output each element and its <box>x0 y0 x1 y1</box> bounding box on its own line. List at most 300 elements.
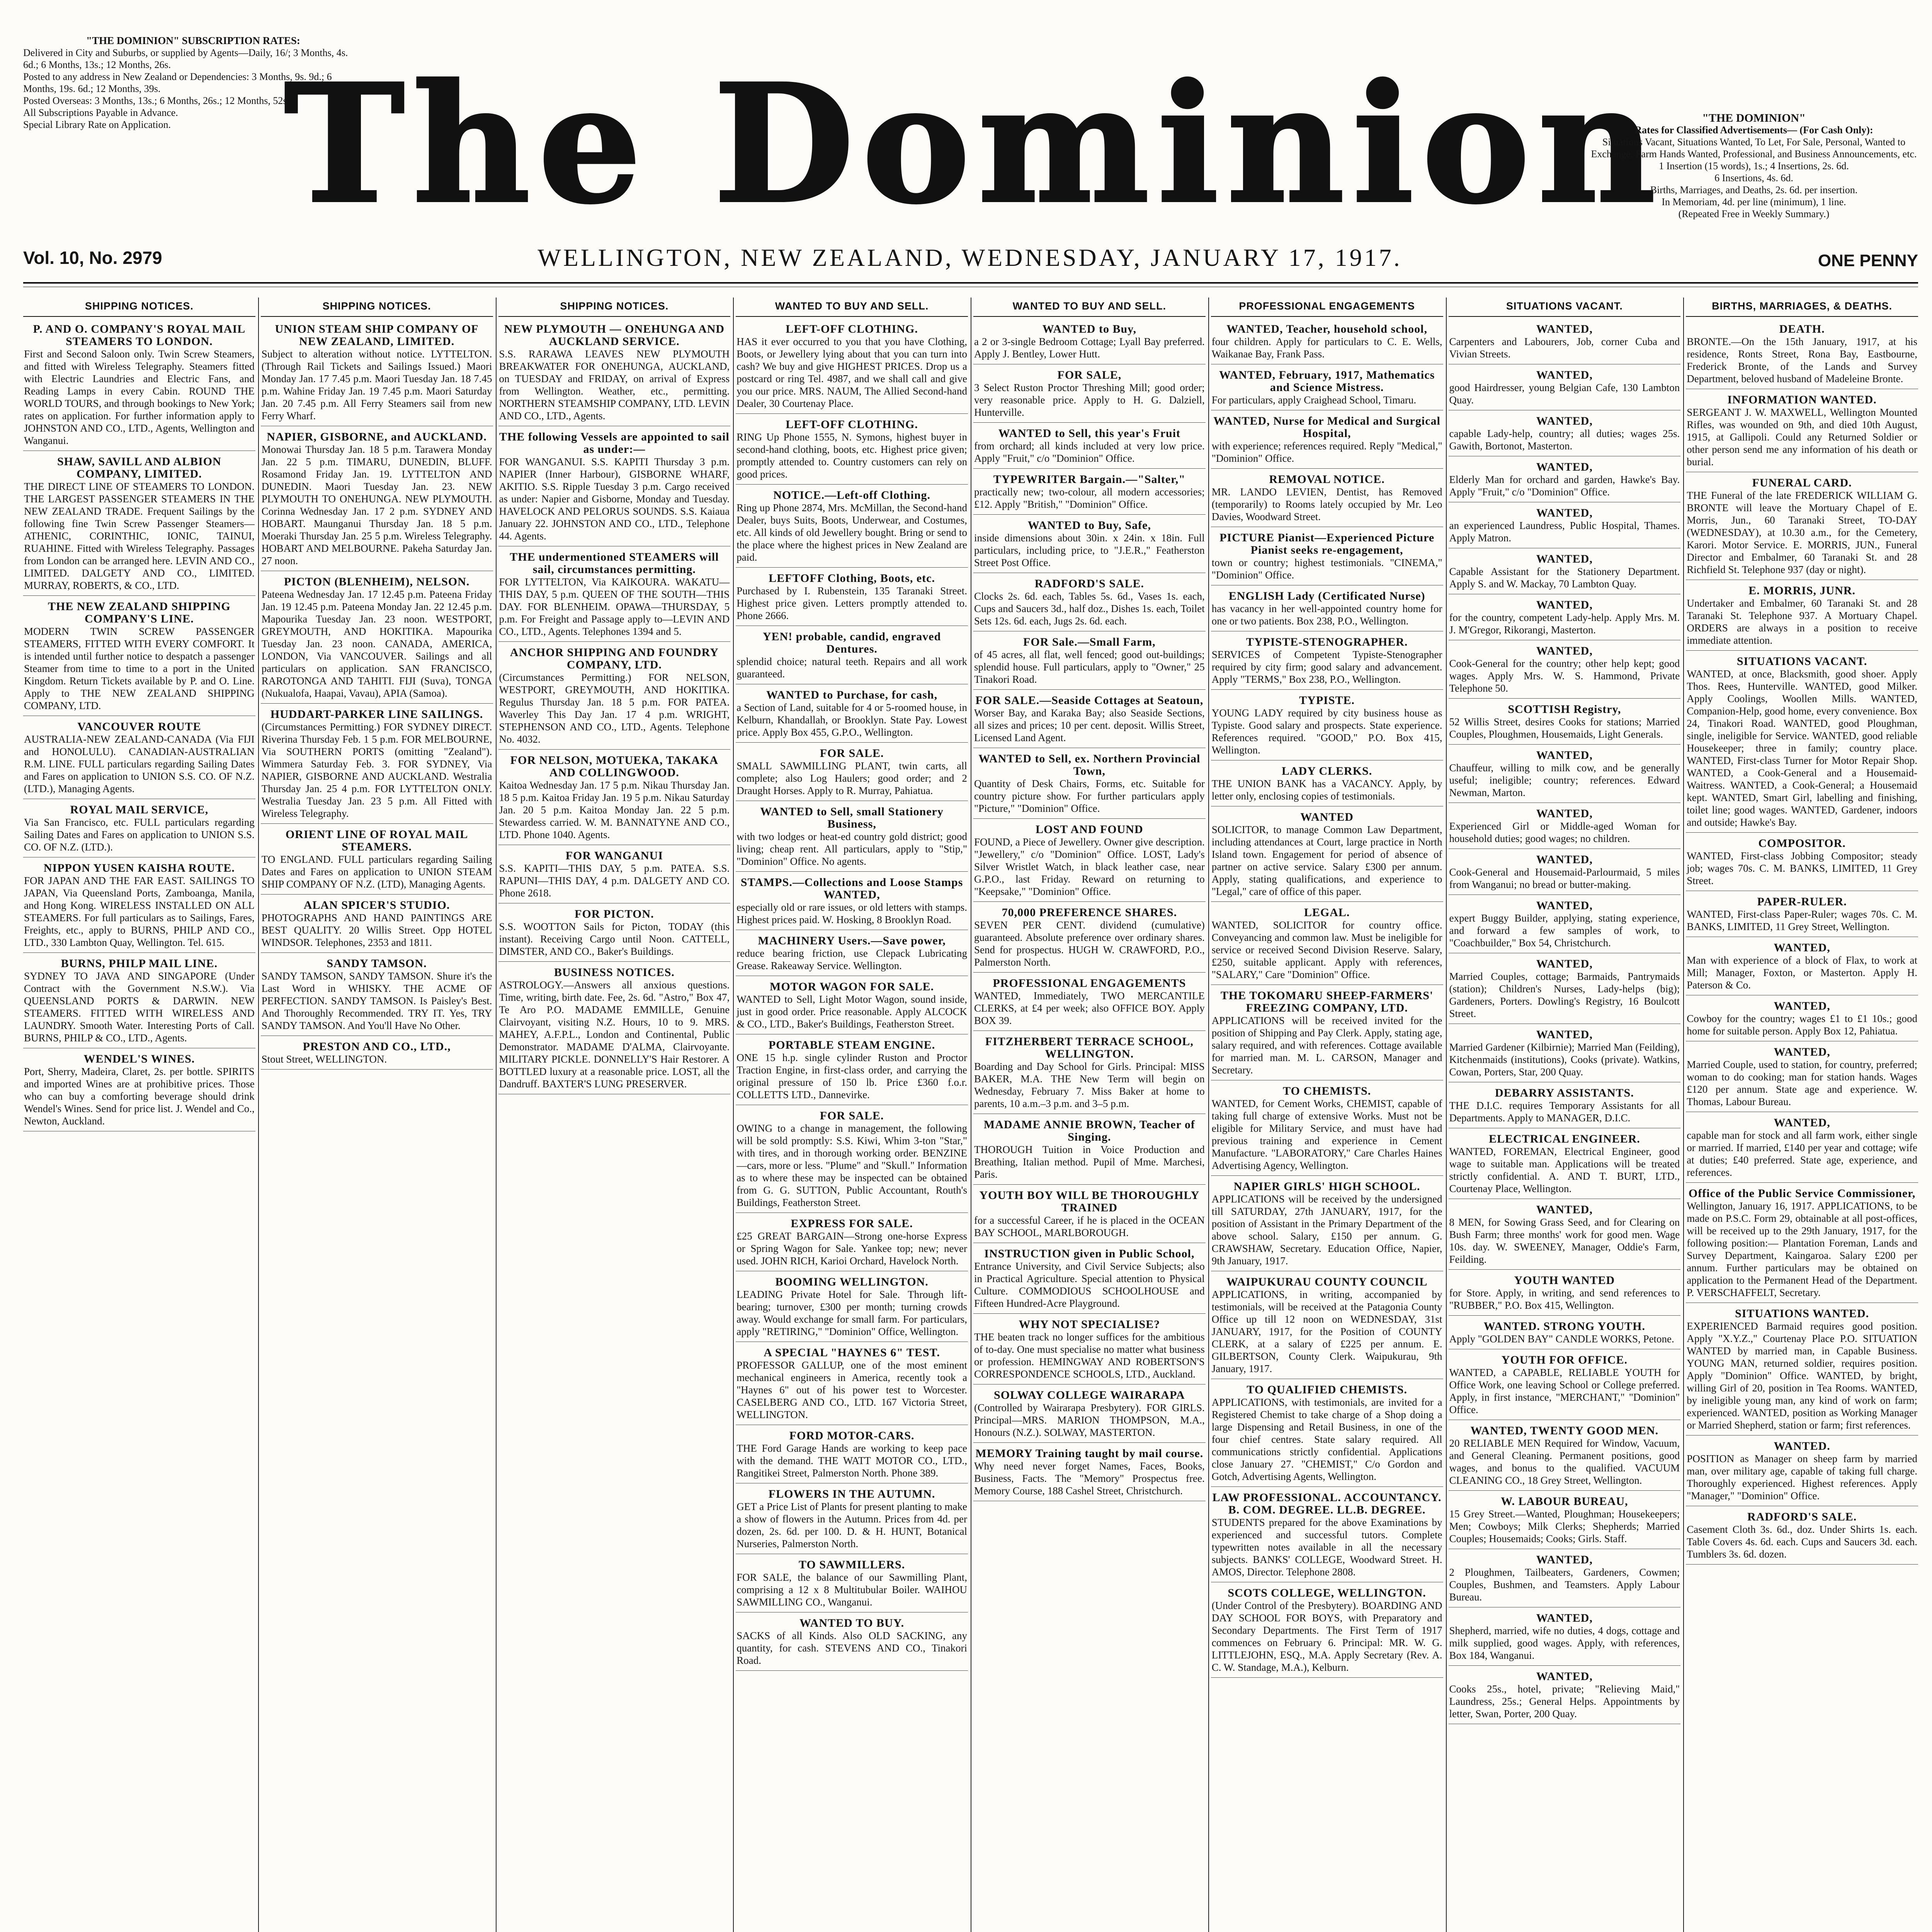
advertisement-body: Married Couples, cottage; Barmaids, Pantrymaids (station); Children's Nurses, Lady-helps (big); Gardeners, Porters. Dowling's Registry, 16 Boulcott Street. <box>1449 971 1680 1019</box>
advertisement-title: TYPISTE-STENOGRAPHER. <box>1246 636 1408 648</box>
advertisement-title: PAPER-RULER. <box>1757 895 1847 908</box>
advertisement-title: WANTED, TWENTY GOOD MEN. <box>1470 1424 1659 1437</box>
advertisement-body: a 2 or 3-single Bedroom Cottage; Lyall Bay preferred. Apply J. Bentley, Lower Hutt. <box>974 336 1205 360</box>
advertisement <box>1449 1272 1681 1316</box>
advertisement <box>736 978 968 1034</box>
volume-number: Vol. 10, No. 2979 <box>23 248 162 268</box>
advertisement-body: 52 Willis Street, desires Cooks for stations; Married Couples, Ploughmen, Housemaids, Light Generals. <box>1449 716 1680 740</box>
advertisement-body: TO ENGLAND. FULL particulars regarding Sailing Dates and Fares on application to UNION STEAM SHIP COMPANY OF N.Z. (LTD), Managing Agents. <box>261 854 492 890</box>
advertisement <box>973 575 1206 631</box>
ad-rates-heading: "THE DOMINION" <box>1702 112 1806 124</box>
advertisement-body: Carpenters and Labourers, Job, corner Cuba and Vivian Streets. <box>1449 336 1680 360</box>
advertisement <box>736 416 968 485</box>
advertisement <box>736 803 968 872</box>
advertisement <box>973 634 1206 690</box>
advertisement <box>973 1245 1206 1314</box>
advertisement-body: town or country; highest testimonials. "CINEMA," "Dominion" Office. <box>1211 557 1442 581</box>
advertisement <box>1211 1489 1443 1582</box>
advertisement-body: £25 GREAT BARGAIN—Strong one-horse Express or Spring Wagon for Sale. Yankee top; new; never used. JOHN RICH, Karioi Orchard, Havelock North. <box>736 1230 967 1267</box>
column-rule <box>1683 298 1684 1932</box>
advertisement-body: YOUNG LADY required by city business house as Typiste. Good salary and prospects. State experience. References required. "GOOD," P.O. Box 415, Wellington. <box>1211 707 1442 756</box>
column <box>1686 298 1918 1932</box>
advertisement-body: WANTED, FOREMAN, Electrical Engineer, good wage to suitable man. Applications will be treated strictly confidential. A. AND T. BURT, LTD., Courtenay Place, Wellington. <box>1449 1146 1680 1194</box>
advertisement <box>261 573 493 704</box>
advertisement-title: FITZHERBERT TERRACE SCHOOL, WELLINGTON. <box>985 1035 1194 1060</box>
advertisement-body: of 45 acres, all flat, well fenced; good out-buildings; splendid house. Full particulars, apply to "Owner," 25 Tinakori Road. <box>974 649 1205 685</box>
newspaper-title <box>284 39 1664 240</box>
advertisement <box>1211 321 1443 364</box>
advertisement-body: Experienced Girl or Middle-aged Woman for household duties; good wages; no children. <box>1449 820 1680 844</box>
advertisement <box>736 687 968 743</box>
advertisement-title: WANTED, <box>1536 957 1593 970</box>
advertisement-title: FLOWERS IN THE AUTUMN. <box>768 1488 935 1500</box>
advertisement <box>1211 1178 1443 1271</box>
advertisement-title: WANTED, <box>1536 853 1593 866</box>
advertisement-title: THE undermentioned STEAMERS will sail, circumstances permitting. <box>510 551 719 576</box>
advertisement-title: WANTED, <box>1536 461 1593 473</box>
ad-rates-box <box>1590 112 1918 220</box>
advertisement-body: APPLICATIONS will be received invited for the position of Shipping and Pay Clerk. Apply, stating age, salary required, and with references. Cottage available for married man. M. L. CARSON, Manager and Secretary. <box>1211 1015 1442 1076</box>
advertisement-title: MEMORY Training taught by mail course. <box>975 1447 1204 1460</box>
advertisement-body: SERGEANT J. W. MAXWELL, Wellington Mounted Rifles, was wounded on 9th, and died 10th August, 1915, at Gallipoli. Could any Returned Soldier or other person send me any information of his death or burial. <box>1687 406 1917 468</box>
advertisement-body: APPLICATIONS, with testimonials, are invited for a Registered Chemist to take charge of a Shop doing a large Dispensing and Retail Business, in one of the four chief centres. State salary required. All communications strictly confidential. Applications close January 27. "CHEMIST," C/o Gordon and Gotch, Advertising Agents, Wellington. <box>1211 1396 1442 1482</box>
masthead <box>23 15 1918 294</box>
advertisement <box>1686 893 1918 937</box>
advertisement <box>1449 1201 1681 1270</box>
advertisement-body: Man with experience of a block of Flax, to work at Mill; Manager, Foxton, or Masterton. Apply H. Paterson & Co. <box>1687 954 1917 991</box>
advertisement-body: with two lodges or heat-ed country gold district; good living; cheap rent. All particulars, apply to "Stip," "Dominion" Office. No agents. <box>736 831 967 867</box>
advertisement-title: DEBARRY ASSISTANTS. <box>1495 1087 1634 1099</box>
advertisement-title: EXPRESS FOR SALE. <box>791 1217 913 1230</box>
advertisement-body: WANTED, for Cement Works, CHEMIST, capable of taking full charge of extensive Works. Must not be eligible for Military Service, and must have had previous training and experience in Cement Manufacture. "LABORATORY," Care Charles Haines Advertising Agency, Wellington. <box>1211 1098 1442 1171</box>
advertisement-title: INFORMATION WANTED. <box>1727 393 1877 406</box>
advertisement-title: WANTED TO BUY. <box>799 1617 905 1629</box>
advertisement-body: Apply "GOLDEN BAY" CANDLE WORKS, Petone. <box>1449 1333 1674 1345</box>
advertisement-body: PROFESSOR GALLUP, one of the most eminent mechanical engineers in America, recently took a "Haynes 6" out of his power test to Worcester. CASELBERG AND CO., LTD. 167 Victoria Street, WELLINGTON. <box>736 1359 967 1420</box>
advertisement-body: WANTED, a CAPABLE, RELIABLE YOUTH for Office Work, one leaving School or College preferred. Apply, in first instance, "MERCHANT," "Dominion" Office. <box>1449 1367 1680 1415</box>
masthead-rule <box>23 282 1918 284</box>
ad-rates-line: Situations Vacant, Situations Wanted, To Let, For Sale, Personal, Wanted to Exchange, Farm Hands Wanted, Professional, and Business Announcements, etc. <box>1591 136 1917 160</box>
advertisement <box>23 955 255 1048</box>
advertisement-title: WANTED to Sell, small Stationery Business, <box>760 805 944 830</box>
title-text: The Dominion <box>284 49 1664 240</box>
advertisement <box>1211 529 1443 585</box>
advertisement-body: THOROUGH Tuition in Voice Production and Breathing, Italian method. Pupil of Mme. Marchesi, Paris. <box>974 1144 1205 1180</box>
advertisement <box>498 906 731 962</box>
advertisement-body: good Hairdresser, young Belgian Cafe, 130 Lambton Quay. <box>1449 382 1680 406</box>
advertisement-body: FOR LYTTELTON, Via KAIKOURA. WAKATU—THIS DAY, 5 p.m. QUEEN OF THE SOUTH—THIS DAY. FOR BLENHEIM. OPAWA—THURSDAY, 5 p.m. For Freight and Passage apply to—LEVIN AND CO., LTD., Agents. Telephones 1394 and 5. <box>499 576 730 637</box>
advertisement <box>736 932 968 976</box>
advertisement-title: COMPOSITOR. <box>1758 837 1846 850</box>
advertisement <box>1449 1352 1681 1420</box>
advertisement <box>1686 939 1918 995</box>
advertisement <box>23 801 255 857</box>
subscription-line: Delivered in City and Suburbs, or supplied by Agents—Daily, 16/; 3 Months, 4s. 6d.; 6 Months, 13s.; 12 Months, 26s. <box>23 47 348 70</box>
advertisement-title: YOUTH BOY WILL BE THOROUGHLY TRAINED <box>979 1189 1200 1214</box>
advertisement-title: ELECTRICAL ENGINEER. <box>1488 1133 1640 1145</box>
advertisement-title: WANTED, February, 1917, Mathematics and Science Mistress. <box>1219 369 1435 394</box>
advertisement <box>498 964 731 1094</box>
advertisement-title: WANTED, <box>1536 599 1593 611</box>
column <box>973 298 1206 1932</box>
advertisement-body: for a successful Career, if he is placed in the OCEAN BAY SCHOOL, MARLBOROUGH. <box>974 1214 1205 1238</box>
advertisement-title: LADY CLERKS. <box>1281 765 1372 777</box>
advertisement-body: Clocks 2s. 6d. each, Tables 5s. 6d., Vases 1s. each, Cups and Saucers 3d., half doz., Dishes 1s. each, Toilet Sets 12s. 6d. each, Jugs 2s. 6d. each. <box>974 590 1205 627</box>
advertisement-title: WANTED, <box>1536 415 1593 427</box>
advertisement-body: BRONTE.—On the 15th January, 1917, at his residence, Ronts Street, Rona Bay, Eastbourne, Frederick Bronte, of the Lands and Survey Department, beloved husband of Madeleine Bronte. <box>1687 336 1917 384</box>
advertisement-title: PRESTON AND CO., LTD., <box>303 1040 451 1053</box>
advertisement-title: WANTED, <box>1536 899 1593 912</box>
advertisement-body: reduce bearing friction, use Clepack Lubricating Grease. Rakeaway Service. Wellington. <box>736 947 967 971</box>
advertisement-body: FOR WANGANUI. S.S. KAPITI Thursday 3 p.m. NAPIER (Inner Harbour), GISBORNE WHARF, AKITIO. S.S. Ripple Tuesday 3 p.m. Cargo received as under: Napier and Gisborne, Monday and Tuesday. HAVELOCK AND PELORUS SOUNDS. S.S. Kaiaua January 22. JOHNSTON AND CO., LTD., Telephone 44. Agents. <box>499 456 730 542</box>
column-rule <box>1208 298 1209 1932</box>
advertisement-body: 15 Grey Street.—Wanted, Ploughman; Housekeepers; Men; Cowboys; Milk Clerks; Shepherds; Married Couples; Housemaids; Cooks; Girls. Staff. <box>1449 1508 1680 1544</box>
advertisement-title: P. AND O. COMPANY'S ROYAL MAIL STEAMERS TO LONDON. <box>33 323 246 348</box>
advertisement-title: WANTED. <box>1774 1440 1830 1452</box>
advertisement <box>973 1187 1206 1243</box>
advertisement-body: (Circumstances Permitting.) FOR SYDNEY DIRECT. Riverina Thursday Feb. 1 5 p.m. FOR MELBOURNE, Via SOUTHERN PORTS (omitting "Zealand"). Wimmera Saturday Feb. 3. FOR SYDNEY, Via NAPIER, GISBORNE AND AUCKLAND. Westralia Thursday Jan. 25 4 p.m. FOR LYTTELTON ONLY. Westralia Tuesday Jan. 23 5 p.m. All Fitted with Wireless Telegraphy. <box>261 721 492 819</box>
advertisement <box>736 1615 968 1671</box>
advertisement-title: RADFORD'S SALE. <box>1747 1510 1857 1523</box>
advertisement-title: WANTED, <box>1774 1000 1830 1012</box>
advertisement-body: SACKS of all Kinds. Also OLD SACKING, any quantity, for cash. STEVENS AND CO., Tinakori Road. <box>736 1630 967 1666</box>
advertisement <box>1449 1085 1681 1128</box>
advertisement-body: Shepherd, married, wife no duties, 4 dogs, cottage and milk supplied, good wages. Apply, with references, Box 184, Wanganui. <box>1449 1625 1680 1661</box>
advertisement <box>736 1556 968 1612</box>
column-heading: WANTED TO BUY AND SELL. <box>736 298 968 317</box>
advertisement-body: Entrance University, and Civil Service Subjects; also in Practical Agriculture. Special attention to Physical Culture. COMMODIOUS SCHOOLHOUSE and Fifteen Hundred-Acre Playground. <box>974 1260 1205 1309</box>
advertisement <box>1449 956 1681 1024</box>
advertisement-body: LEADING Private Hotel for Sale. Through lift-bearing; turnover, £300 per month; turning crowds away. Would exchange for small farm. For particulars, apply "RETIRING," "Dominion" Office, Wellington. <box>736 1289 967 1337</box>
advertisement <box>1211 987 1443 1080</box>
advertisement-body: capable Lady-help, country; all duties; wages 25s. Gawith, Bortonot, Masterton. <box>1449 428 1680 452</box>
advertisement-body: Chauffeur, willing to milk cow, and be generally useful; ineligible; country; references. Edward Newman, Marton. <box>1449 762 1680 798</box>
advertisement-body: Cook-General for the country; other help kept; good wages. Apply Mrs. W. S. Hammond, Private Telephone 50. <box>1449 658 1680 694</box>
advertisement-body: MODERN TWIN SCREW PASSENGER STEAMERS, FITTED WITH EVERY COMFORT. It is intended until further notice to despatch a passenger Steamer from time to time to a port in the United Kingdom. Return Tickets available by P. and O. Line. Apply to THE NEW ZEALAND SHIPPING COMPANY, LTD. <box>24 626 255 711</box>
advertisement <box>1686 653 1918 833</box>
advertisement <box>1449 597 1681 640</box>
advertisement-body: practically new; two-colour, all modern accessories; £12. Apply "British," "Dominion" Office. <box>974 486 1205 510</box>
advertisement-title: TO QUALIFIED CHEMISTS. <box>1247 1383 1407 1396</box>
advertisement-body: SANDY TAMSON, SANDY TAMSON. Shure it's the Last Word in WHISKY. THE ACME OF PERFECTION. SANDY TAMSON. Is Paisley's Best. And Thoroughly Recommended. TRY IT. Yes, TRY SANDY TAMSON. And You'll Have No Other. <box>261 970 492 1031</box>
ad-rates-subheading: Rates for Classified Advertisements— (For Cash Only): <box>1634 124 1873 136</box>
advertisement <box>736 570 968 626</box>
advertisement-title: TYPISTE. <box>1299 694 1355 707</box>
advertisement-body: AUSTRALIA-NEW ZEALAND-CANADA (Via FIJI and HONOLULU). CANADIAN-AUSTRALIAN R.M. LINE. FULL particulars regarding Sailing Dates and Fares on application to UNION S.S. CO. OF N.Z. (LTD.), Managing Agents. <box>24 733 255 794</box>
column-rule <box>258 298 259 1932</box>
advertisement <box>1686 1044 1918 1112</box>
advertisement-body: WANTED, First-class Jobbing Compositor; steady job; wages 70s. C. M. BANKS, LIMITED, 11 Grey Street. <box>1687 850 1917 886</box>
advertisement-title: FOR Sale.—Small Farm, <box>1023 636 1156 648</box>
advertisement <box>1211 1083 1443 1176</box>
advertisement <box>973 1116 1206 1185</box>
advertisement <box>261 826 493 895</box>
advertisement-body: Cooks 25s., hotel, private; "Relieving Maid," Laundress, 25s.; General Helps. Appointments by letter, Swan, Porter, 200 Quay. <box>1449 1683 1680 1719</box>
advertisement <box>1449 367 1681 410</box>
advertisement-title: WANTED, Nurse for Medical and Surgical Hospital, <box>1213 415 1440 440</box>
advertisement <box>973 1387 1206 1443</box>
column <box>261 298 493 1932</box>
advertisement <box>1449 1551 1681 1607</box>
column <box>1449 298 1681 1932</box>
advertisement-title: THE following Vessels are appointed to sail as under:— <box>499 430 730 456</box>
newspaper-page <box>23 15 1918 1932</box>
advertisement-body: 3 Select Ruston Proctor Threshing Mill; good order; very reasonable price. Apply to H. G. Dalziell, Hunterville. <box>974 382 1205 418</box>
advertisement-title: A SPECIAL "HAYNES 6" TEST. <box>764 1346 940 1359</box>
advertisement-body: (Circumstances Permitting.) FOR NELSON, WESTPORT, GREYMOUTH, AND HOKITIKA. Regulus Thursday Jan. 18 5 p.m. FOR PATEA. Waverley This Day Jan. 17 4 p.m. WRIGHT, STEPHENSON AND CO., LTD., Agents. Telephone No. 4032. <box>499 672 730 745</box>
advertisement <box>498 321 731 426</box>
advertisement <box>498 644 731 750</box>
advertisement-title: YOUTH FOR OFFICE. <box>1501 1354 1628 1366</box>
advertisement-title: TYPEWRITER Bargain.—"Salter," <box>993 473 1185 486</box>
advertisement-body: POSITION as Manager on sheep farm by married man, over military age, capable of taking full charge. Thoroughly experienced. Highest references. Apply "Manager," "Dominion" Office. <box>1687 1453 1917 1502</box>
advertisement-body: SMALL SAWMILLING PLANT, twin carts, all complete; also Log Haulers; good order; and 2 Draught Horses. Apply to R. Murray, Pahiatua. <box>736 760 967 796</box>
advertisement <box>1211 634 1443 690</box>
advertisement-title: DEATH. <box>1779 323 1825 335</box>
advertisement-title: WANTED to Buy, Safe, <box>1027 519 1151 532</box>
subscription-line: Posted Overseas: 3 Months, 13s.; 6 Months, 26s.; 12 Months, 52s. <box>23 95 290 106</box>
advertisement-title: FOR NELSON, MOTUEKA, TAKAKA AND COLLINGWOOD. <box>510 754 719 779</box>
advertisement-title: ORIENT LINE OF ROYAL MAIL STEAMERS. <box>285 828 468 853</box>
advertisement-title: LEGAL. <box>1304 906 1350 919</box>
advertisement-body: 20 RELIABLE MEN Required for Window, Vacuum, and General Cleaning. Permanent positions, good wages, and bonus to the qualified. VACUUM CLEANING CO., 18 Grey Street, Wellington. <box>1449 1437 1680 1486</box>
advertisement-body: ONE 15 h.p. single cylinder Ruston and Proctor Traction Engine, in first-class order, and carrying the original pressure of 150 lb. Price £360 f.o.r. COLLETTS LTD., Dannevirke. <box>736 1052 967 1100</box>
advertisement-body: from orchard; all kinds included at very low price. Apply "Fruit," c/o "Dominion" Office. <box>974 440 1205 464</box>
advertisement-body: SERVICES of Competent Typiste-Stenographer required by city firm; good salary and advancement. Apply "TERMS," Box 238, P.O., Wellington. <box>1211 649 1442 685</box>
advertisement-body: Capable Assistant for the Stationery Department. Apply S. and W. Mackay, 70 Lambton Quay. <box>1449 566 1680 590</box>
advertisement-title: ANCHOR SHIPPING AND FOUNDRY COMPANY, LTD. <box>510 646 719 671</box>
advertisement-body: HAS it ever occurred to you that you have Clothing, Boots, or Jewellery lying about that you can turn into cash? We buy and give HIGHEST PRICES. Drop us a postcard or ring Tel. 4987, and we shall call and give you our price. MRS. NAUM, The Allied Second-hand Dealer, 30 Courtenay Place. <box>736 336 967 409</box>
advertisement-title: THE NEW ZEALAND SHIPPING COMPANY'S LINE. <box>48 600 231 625</box>
advertisement <box>1686 1438 1918 1506</box>
advertisement-title: RADFORD'S SALE. <box>1034 577 1145 590</box>
advertisement-title: SITUATIONS VACANT. <box>1736 655 1867 668</box>
advertisement <box>23 718 255 799</box>
advertisement-body: EXPERIENCED Barmaid requires good position. Apply "X.Y.Z.," Courtenay Place P.O. SITUATION WANTED by married man, in Capable Business. YOUNG MAN, returned soldier, requires position. Apply "Dominion" Office. WANTED, by bright, willing Girl of 20, position in Tea Rooms. WANTED, by ineligible young man, any kind of work on farm; experienced. WANTED, position as Working Manager or Married Shepherd, station or farm; first references. <box>1687 1320 1917 1431</box>
advertisement-title: WANTED, <box>1536 1612 1593 1624</box>
advertisement <box>973 750 1206 819</box>
column-heading: SHIPPING NOTICES. <box>23 298 255 317</box>
column-rule <box>733 298 734 1932</box>
ad-rates-line: 1 Insertion (15 words), 1s.; 4 Insertions, 2s. 6d. <box>1659 160 1849 172</box>
advertisement-body: SOLICITOR, to manage Common Law Department, including attendances at Court, large practice in North Island town. Engagement for period of absence of partner on active service. Salary £300 per annum. Apply, stating qualifications, and experience to "Legal," care of office of this paper. <box>1211 824 1442 897</box>
advertisement <box>973 904 1206 973</box>
advertisement-body: (Controlled by Wairarapa Presbytery). FOR GIRLS. Principal—MRS. MARION THOMPSON, M.A., Honours (N.Z.). SOLWAY, MASTERTON. <box>974 1402 1205 1438</box>
advertisement <box>1211 413 1443 469</box>
advertisement <box>23 860 255 953</box>
advertisement-title: SHAW, SAVILL AND ALBION COMPANY, LIMITED. <box>57 455 221 480</box>
advertisement <box>736 745 968 801</box>
advertisement-title: NAPIER, GISBORNE, and AUCKLAND. <box>267 430 487 443</box>
advertisement-title: INSTRUCTION given in Public School, <box>984 1247 1195 1260</box>
advertisement <box>23 453 255 596</box>
advertisement-title: FOR WANGANUI <box>565 849 663 862</box>
advertisement-title: PICTURE Pianist—Experienced Picture Pianist seeks re-engagement, <box>1219 531 1435 556</box>
advertisement-title: SOLWAY COLLEGE WAIRARAPA <box>994 1389 1185 1401</box>
advertisement <box>1449 1668 1681 1724</box>
advertisement-title: WANTED, <box>1536 553 1593 565</box>
advertisement <box>23 1051 255 1131</box>
advertisement <box>1449 1610 1681 1666</box>
advertisement-body: Married Couple, used to station, for country, preferred; woman to do cooking; man for station hands. Wages £120 per annum. State age and experience. W. Thomas, Labour Bureau. <box>1687 1059 1917 1107</box>
advertisement-body: FOR SALE, the balance of our Sawmilling Plant, comprising a 12 x 8 Multitubular Boiler. WAIHOU SAWMILLING CO., Wanganui. <box>736 1571 967 1608</box>
advertisement-title: WANTED, <box>1536 507 1593 519</box>
advertisement-title: WANTED, <box>1536 749 1593 762</box>
column-heading: PROFESSIONAL ENGAGEMENTS <box>1211 298 1443 317</box>
advertisement-body: THE UNION BANK has a VACANCY. Apply, by letter only, enclosing copies of testimonials. <box>1211 778 1442 802</box>
advertisement-title: WANTED, <box>1774 941 1830 954</box>
advertisement-body: 2 Ploughmen, Tailbeaters, Gardeners, Cowmen; Couples, Bushmen, and Teamsters. Apply Labour Bureau. <box>1449 1566 1680 1603</box>
advertisement <box>1686 1185 1918 1303</box>
advertisement-body: GET a Price List of Plants for present planting to make a show of flowers in the Autumn. Prices from 4d. per dozen, 2s. 6d. per 100. D. & H. HUNT, Botanical Nurseries, Palmerston North. <box>736 1501 967 1549</box>
advertisement-title: BOOMING WELLINGTON. <box>775 1276 929 1288</box>
advertisement-title: NAPIER GIRLS' HIGH SCHOOL. <box>1233 1180 1420 1193</box>
advertisement-body: Subject to alteration without notice. LYTTELTON. (Through Rail Tickets and Sailings Issued.) Maori Monday Jan. 17 7.45 p.m. Maori Tuesday Jan. 18 7.45 p.m. Wahine Friday Jan. 19 7.45 p.m. Maori Saturday Jan. 20 7.45 p.m. All Ferry Steamers sail from new Ferry Wharf. <box>261 348 492 422</box>
title-blackletter <box>284 39 1664 240</box>
advertisement-body: capable man for stock and all farm work, either single or married. If married, £140 per year and cottage; wife at duties; £40 preferred. State age, experience, and references. <box>1687 1129 1917 1178</box>
advertisement-title: LEFTOFF Clothing, Boots, etc. <box>769 572 935 585</box>
advertisement <box>1449 851 1681 895</box>
advertisement-title: SITUATIONS WANTED. <box>1735 1307 1869 1320</box>
advertisement <box>1449 1026 1681 1082</box>
advertisement <box>1686 391 1918 472</box>
column-heading: SHIPPING NOTICES. <box>498 298 731 317</box>
advertisement-title: NEW PLYMOUTH — ONEHUNGA AND AUCKLAND SERVICE. <box>504 323 725 348</box>
advertisement-body: splendid choice; natural teeth. Repairs and all work guaranteed. <box>736 656 967 680</box>
advertisement <box>1686 474 1918 580</box>
advertisement <box>1686 998 1918 1041</box>
advertisement-body: WANTED, Immediately, TWO MERCANTILE CLERKS, at £4 per week; also OFFICE BOY. Apply BOX 39. <box>974 990 1205 1026</box>
advertisement-body: WANTED to Sell, Light Motor Wagon, sound inside, just in good order. Price reasonable. Apply ALCOCK & CO., LTD., Baker's Buildings, Featherston Street. <box>736 993 967 1030</box>
advertisement-body: SEVEN PER CENT. dividend (cumulative) guaranteed. Absolute preference over ordinary shares. Send for prospectus. HUGH W. CRAWFORD, P.O., Palmerston North. <box>974 919 1205 968</box>
advertisement-title: WAIPUKURAU COUNTY COUNCIL <box>1226 1276 1428 1288</box>
advertisement <box>261 321 493 426</box>
advertisement <box>261 706 493 824</box>
advertisement-body: expert Buggy Builder, applying, stating experience, and forward a few samples of work, to "Coachbuilder," Box 54, Christchurch. <box>1449 912 1680 949</box>
advertisement-title: TO CHEMISTS. <box>1283 1085 1371 1097</box>
advertisement-body: has vacancy in her well-appointed country home for one or two patients. Box 238, P.O., Wellington. <box>1211 603 1442 627</box>
advertisement-body: S.S. KAPITI—THIS DAY, 5 p.m. PATEA. S.S. RAPUNI—THIS DAY, 4 p.m. DALGETY AND CO. Phone 2618. <box>499 862 730 899</box>
advertisement-title: NIPPON YUSEN KAISHA ROUTE. <box>43 862 235 874</box>
advertisement-title: WANTED, <box>1536 1203 1593 1216</box>
advertisement-body: Monowai Thursday Jan. 18 5 p.m. Tarawera Monday Jan. 22 5 p.m. TIMARU, DUNEDIN, BLUFF. Rosamond Friday Jan. 19. LYTTELTON AND DUNEDIN. Maori Tuesday Jan. 23. NEW PLYMOUTH TO ONEHUNGA. NEW PLYMOUTH. Corinna Wednesday Jan. 17 2 p.m. SYDNEY AND HOBART. Maunganui Thursday Jan. 18 5 p.m. Moeraki Thursday Jan. 25 5 p.m. Wireless Telegraphy. HOBART AND MELBOURNE. Pakeha Saturday Jan. 27 noon. <box>261 444 492 566</box>
advertisement <box>1686 582 1918 651</box>
advertisement-title: LEFT-OFF CLOTHING. <box>786 418 918 431</box>
advertisement <box>261 955 493 1036</box>
advertisement-body: four children. Apply for particulars to C. E. Wells, Waikanae Bay, Frank Pass. <box>1211 336 1442 360</box>
advertisement-title: FOR SALE, <box>1057 369 1122 381</box>
advertisement-title: WANTED. STRONG YOUTH. <box>1483 1320 1646 1333</box>
advertisement <box>973 1445 1206 1501</box>
advertisement-body: THE DIRECT LINE OF STEAMERS TO LONDON. THE LARGEST PASSENGER STEAMERS IN THE NEW ZEALAND TRADE. Frequent Sailings by the following fine Twin Screw Passenger Steamers— ATHENIC, CORINTHIC, IONIC, TAINUI, RUAHINE. Fitted with Wireless Telegraphy. Passages from London can be arranged here. LEVIN AND CO., LIMITED. DALGETY AND CO., LIMITED. MURRAY, ROBERTS, & CO., LTD. <box>24 481 255 591</box>
advertisement <box>1449 1422 1681 1491</box>
advertisement <box>973 517 1206 573</box>
advertisement-title: PICTON (BLENHEIM), NELSON. <box>284 575 470 588</box>
advertisement <box>736 1037 968 1105</box>
ad-rates-line: (Repeated Free in Weekly Summary.) <box>1678 208 1830 219</box>
advertisement-body: 8 MEN, for Sowing Grass Seed, and for Clearing on Bush Farm; three months' work for good men. Wage 10s. day. W. SWEENEY, Manager, Oddie's Farm, Feilding. <box>1449 1216 1680 1265</box>
advertisement-body: Worser Bay, and Karaka Bay; also Seaside Sections, all sizes and prices; 10 per cent. deposit. Willis Street, Licensed Land Agent. <box>974 707 1205 743</box>
advertisement-title: WANTED to Sell, this year's Fruit <box>998 427 1181 440</box>
advertisement-body: Pateena Wednesday Jan. 17 12.45 p.m. Pateena Friday Jan. 19 12.45 p.m. Pateena Monday Jan. 22 12.45 p.m. Mapourika Tuesday Jan. 23 noon. WESTPORT, GREYMOUTH, AND HOKITIKA. Mapourika Tuesday Jan. 23 noon. CANADA, AMERICA, LONDON, Via VANCOUVER. Sailings and all particulars on application. SAN FRANCISCO, RAROTONGA AND TAHITI. FIJI (Suva), TONGA (Nukualofa, Haapai, Vavau), APIA (Samoa). <box>261 588 492 699</box>
advertisement <box>973 692 1206 748</box>
column <box>736 298 968 1932</box>
advertisement <box>1211 1585 1443 1678</box>
advertisement-title: WANTED to Buy, <box>1042 323 1136 335</box>
advertisement-title: WANTED, <box>1536 369 1593 381</box>
advertisement-title: HUDDART-PARKER LINE SAILINGS. <box>270 708 483 721</box>
advertisement-title: ROYAL MAIL SERVICE, <box>70 803 209 816</box>
advertisement <box>1449 1493 1681 1549</box>
advertisement-body: Kaitoa Wednesday Jan. 17 5 p.m. Nikau Thursday Jan. 18 5 p.m. Kaitoa Friday Jan. 19 5 p.m. Nikau Saturday Jan. 20 5 p.m. Kaitoa Monday Jan. 22 5 p.m. Stewardess carried. W. M. BANNATYNE AND CO., LTD. Phone 1040. Agents. <box>499 779 730 840</box>
advertisement-title: WANTED to Purchase, for cash, <box>766 689 938 701</box>
advertisement <box>736 487 968 568</box>
advertisement <box>973 1316 1206 1384</box>
advertisement-title: TO SAWMILLERS. <box>799 1558 905 1571</box>
advertisement-title: WANTED, <box>1536 807 1593 820</box>
advertisement <box>736 1486 968 1554</box>
advertisement <box>1449 643 1681 699</box>
column-heading: SITUATIONS VACANT. <box>1449 298 1681 317</box>
advertisement <box>261 897 493 953</box>
advertisement <box>1449 551 1681 594</box>
advertisement-body: Undertaker and Embalmer, 60 Taranaki St. and 28 Taranaki St. Telephone 937. A Mortuary Chapel. ORDERS are always in a position to receive immediate attention. <box>1687 597 1917 646</box>
advertisement-title: FOR SALE.—Seaside Cottages at Seatoun, <box>975 694 1204 707</box>
advertisement <box>1449 321 1681 364</box>
advertisement-title: LAW PROFESSIONAL. ACCOUNTANCY. B. COM. DEGREE. LL.B. DEGREE. <box>1212 1491 1442 1516</box>
ad-rates-line: In Memoriam, 4d. per line (minimum), 1 line. <box>1662 196 1846 207</box>
advertisement-body: WANTED, SOLICITOR for country office. Conveyancing and common law. Must be ineligible for service or received Second Division Reserve. Salary, £250, suitable applicant. Apply with references, "SALARY," Care "Dominion" Office. <box>1211 919 1442 980</box>
advertisement-title: WANTED, <box>1774 1116 1830 1129</box>
advertisement-body: Wellington, January 16, 1917. APPLICATIONS, to be made on P.S.C. Form 29, obtainable at all post-offices, will be received up to the 29th January, 1917, for the following position:— Plantation Foreman, Lands and Survey Department, Kaingaroa. Salary £200 per annum. Further particulars may be obtained on application to the Permanent Head of the Department. P. VERSCHAFFELT, Secretary. <box>1687 1200 1917 1298</box>
advertisement-title: FUNERAL CARD. <box>1752 476 1852 489</box>
advertisement-body: PHOTOGRAPHS AND HAND PAINTINGS ARE BEST QUALITY. 20 Willis Street. Opp HOTEL WINDSOR. Telephones, 2353 and 1811. <box>261 912 492 948</box>
advertisement-title: WANTED, <box>1536 645 1593 657</box>
column-rule <box>1446 298 1447 1932</box>
advertisement-body: Why need never forget Names, Faces, Books, Business, Facts. The "Memory" Prospectus free. Memory Course, 188 Cashel Street, Christchurch. <box>974 1460 1205 1497</box>
advertisement-title: NOTICE.—Left-off Clothing. <box>773 489 931 502</box>
advertisement-body: S.S. RARAWA LEAVES NEW PLYMOUTH BREAKWATER FOR ONEHUNGA, AUCKLAND, on TUESDAY and FRIDAY, on arrival of Express from Wellington. Weather, etc., permitting. NORTHERN STEAMSHIP COMPANY, LTD. LEVIN AND CO., LTD., Agents. <box>499 348 730 422</box>
column-area <box>23 298 1918 1932</box>
advertisement <box>736 1215 968 1271</box>
advertisement-title: WENDEL'S WINES. <box>83 1053 195 1065</box>
advertisement <box>1211 904 1443 985</box>
advertisement-title: BUSINESS NOTICES. <box>554 966 675 979</box>
advertisement <box>736 321 968 414</box>
advertisement-body: Cowboy for the country; wages £1 to £1 10s.; good home for suitable person. Apply Box 12, Pahiatua. <box>1687 1013 1917 1037</box>
dateline: WELLINGTON, NEW ZEALAND, WEDNESDAY, JANUARY 17, 1917. <box>537 244 1402 271</box>
advertisement-title: SCOTS COLLEGE, WELLINGTON. <box>1228 1587 1426 1599</box>
advertisement-body: Via San Francisco, etc. FULL particulars regarding Sailing Dates and Fares on application to UNION S.S. CO. OF N.Z. (LTD.). <box>24 816 255 853</box>
advertisement <box>1686 1114 1918 1183</box>
advertisement-title: YEN! probable, candid, engraved Dentures. <box>762 630 941 655</box>
advertisement <box>1449 747 1681 803</box>
advertisement-title: LOST AND FOUND <box>1036 823 1143 836</box>
column <box>1211 298 1443 1932</box>
advertisement-title: FORD MOTOR-CARS. <box>789 1429 915 1442</box>
advertisement-title: WANTED, <box>1536 323 1593 335</box>
advertisement-title: VANCOUVER ROUTE <box>77 720 201 733</box>
advertisement-title: MACHINERY Users.—Save power, <box>758 934 946 947</box>
advertisement-title: MOTOR WAGON FOR SALE. <box>770 980 934 993</box>
advertisement-body: STUDENTS prepared for the above Examinations by experienced and successful tutors. Complete typewritten notes available in all the necessary subjects. BANKS' COLLEGE, Woodward Street. H. AMOS, Director. Telephone 2808. <box>1211 1517 1442 1578</box>
advertisement-title: MADAME ANNIE BROWN, Teacher of Singing. <box>983 1118 1195 1143</box>
advertisement <box>736 628 968 684</box>
advertisement-title: W. LABOUR BUREAU, <box>1501 1495 1628 1508</box>
advertisement <box>498 549 731 642</box>
advertisement-body: Casement Cloth 3s. 6d., doz. Under Shirts 1s. each. Table Covers 4s. 6d. each. Cups and Saucers 3d. each. Tumblers 3s. 6d. dozen. <box>1687 1524 1917 1560</box>
advertisement-body: Cook-General and Housemaid-Parlourmaid, 5 miles from Wanganui; no bread or butter-making. <box>1449 866 1680 890</box>
